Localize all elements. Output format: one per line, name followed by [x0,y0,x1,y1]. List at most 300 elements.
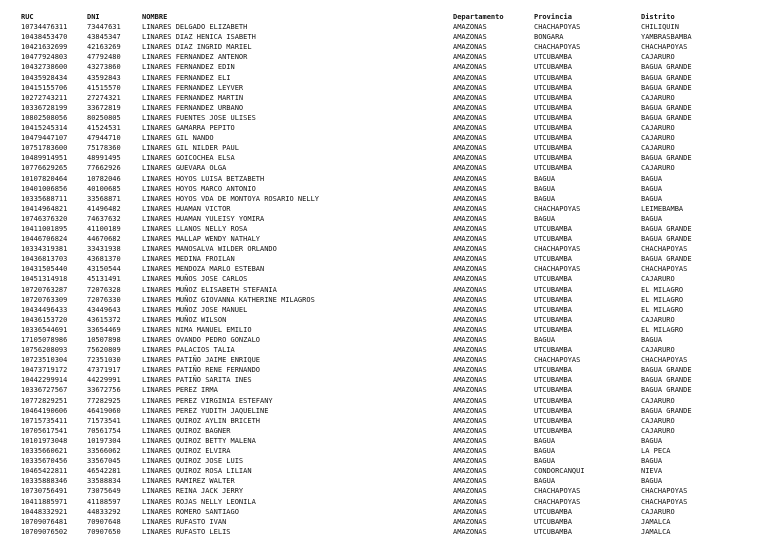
cell-provincia: UTCUBAMBA [534,224,572,233]
cell-provincia: CHACHAPOYAS [534,356,581,365]
cell-ruc: 10802508056 [21,113,68,122]
cell-nombre: LINARES PATIÑO JAIME ENRIQUE [142,356,261,365]
cell-distrito: BAGUA GRANDE [641,224,692,233]
table-row [21,214,768,224]
cell-ruc: 10477924803 [21,53,68,62]
cell-departamento: AMAZONAS [453,366,487,375]
table-row [21,375,768,385]
cell-dni: 41496482 [87,204,121,213]
cell-nombre: LINARES RUFASTO IVAN [142,517,227,526]
cell-provincia: CHACHAPOYAS [534,265,581,274]
table-row [21,456,768,466]
cell-provincia: BAGUA [534,477,556,486]
cell-dni: 43592843 [87,73,121,82]
cell-provincia: CHACHAPOYAS [534,43,581,52]
cell-dni: 41524531 [87,124,121,133]
cell-provincia: BAGUA [534,436,556,445]
cell-provincia: UTCUBAMBA [534,144,572,153]
cell-dni: 80250805 [87,113,121,122]
header-dni: DNI [87,13,100,21]
cell-ruc: 17105078986 [21,336,68,344]
cell-departamento: AMAZONAS [453,184,487,193]
cell-ruc: 10436813703 [21,255,68,264]
cell-ruc: 10335660621 [21,447,68,456]
table-row [21,194,768,204]
cell-ruc: 10107820464 [21,174,68,183]
cell-nombre: LINARES PEREZ VIRGINIA ESTEFANY [142,396,273,405]
cell-departamento: AMAZONAS [453,386,487,395]
cell-departamento: AMAZONAS [453,53,487,62]
cell-departamento: AMAZONAS [453,396,487,405]
cell-distrito: BAGUA GRANDE [641,113,692,122]
cell-provincia: CHACHAPOYAS [534,204,581,213]
cell-departamento: AMAZONAS [453,124,487,133]
cell-departamento: AMAZONAS [453,346,487,355]
cell-departamento: AMAZONAS [453,63,487,72]
cell-provincia: CHACHAPOYAS [534,23,581,32]
cell-ruc: 10336728199 [21,103,68,112]
cell-ruc: 10709076481 [21,517,68,526]
cell-dni: 41515570 [87,83,121,92]
cell-ruc: 10336544691 [21,325,68,334]
cell-distrito: BAGUA GRANDE [641,63,692,72]
cell-ruc: 10734476311 [21,23,68,32]
table-row [21,103,768,113]
table-row [21,52,768,62]
header-distrito: Distrito [641,13,675,21]
cell-nombre: LINARES ROMERO SANTIAGO [142,507,239,516]
table-row [21,254,768,264]
cell-distrito: BAGUA [641,436,663,445]
cell-departamento: AMAZONAS [453,406,487,415]
cell-nombre: LINARES RUFASTO LELIS [142,527,231,536]
cell-nombre: LINARES RAMIREZ WALTER [142,477,235,486]
table-row [21,224,768,234]
cell-provincia: CHACHAPOYAS [534,245,581,254]
cell-provincia: BAGUA [534,336,556,344]
table-row [21,355,768,365]
cell-ruc: 10489914951 [21,154,68,163]
cell-nombre: LINARES FERNANDEZ MARTIN [142,93,244,102]
cell-ruc: 10709076502 [21,527,68,536]
cell-nombre: LINARES MUÑOZ JOSE MANUEL [142,305,248,314]
cell-dni: 33566062 [87,447,121,456]
cell-departamento: AMAZONAS [453,426,487,435]
cell-nombre: LINARES GAMARRA PEPITO [142,124,235,133]
cell-departamento: AMAZONAS [453,285,487,294]
table-row [21,385,768,395]
table-row [21,184,768,194]
cell-distrito: CAJARURO [641,53,675,62]
cell-dni: 44229991 [87,376,121,385]
cell-ruc: 10421632699 [21,43,68,52]
cell-provincia: UTCUBAMBA [534,366,572,375]
cell-ruc: 10756208093 [21,346,68,355]
table-row [21,466,768,476]
table-row [21,335,768,345]
header-departamento: Departamento [453,13,504,21]
cell-ruc: 10334319381 [21,245,68,254]
cell-provincia: BAGUA [534,447,556,456]
cell-distrito: CAJARURO [641,416,675,425]
cell-provincia: UTCUBAMBA [534,285,572,294]
cell-ruc: 10438453470 [21,33,68,42]
cell-provincia: UTCUBAMBA [534,154,572,163]
cell-dni: 75620809 [87,346,121,355]
cell-ruc: 10335670456 [21,457,68,466]
cell-dni: 43681370 [87,255,121,264]
cell-distrito: CHACHAPOYAS [641,497,688,506]
table-row [21,32,768,42]
cell-dni: 46419060 [87,406,121,415]
cell-nombre: LINARES GIL NILDER PAUL [142,144,239,153]
cell-provincia: UTCUBAMBA [534,275,572,284]
cell-provincia: UTCUBAMBA [534,507,572,516]
table-row [21,264,768,274]
cell-nombre: LINARES PATIÑO RENE FERNANDO [142,366,261,375]
table-row [21,426,768,436]
cell-ruc: 10720763287 [21,285,68,294]
table-row [21,345,768,355]
cell-nombre: LINARES FERNANDEZ URBANO [142,103,244,112]
cell-dni: 42163269 [87,43,121,52]
cell-distrito: YAMBRASBAMBA [641,33,692,42]
cell-provincia: CHACHAPOYAS [534,497,581,506]
cell-distrito: JAMALCA [641,517,671,526]
cell-ruc: 10705617541 [21,426,68,435]
cell-dni: 72351030 [87,356,121,365]
cell-departamento: AMAZONAS [453,295,487,304]
cell-nombre: LINARES FERNANDEZ ANTENOR [142,53,248,62]
table-row [21,234,768,244]
cell-dni: 41100189 [87,224,121,233]
cell-dni: 41188597 [87,497,121,506]
table-row [21,416,768,426]
cell-ruc: 10415155706 [21,83,68,92]
cell-distrito: CAJARURO [641,164,675,173]
cell-provincia: UTCUBAMBA [534,134,572,143]
cell-provincia: UTCUBAMBA [534,325,572,334]
cell-provincia: UTCUBAMBA [534,73,572,82]
cell-ruc: 10335888346 [21,477,68,486]
cell-distrito: BAGUA [641,214,663,223]
cell-provincia: UTCUBAMBA [534,63,572,72]
cell-provincia: UTCUBAMBA [534,416,572,425]
cell-dni: 33568871 [87,194,121,203]
cell-departamento: AMAZONAS [453,134,487,143]
cell-provincia: UTCUBAMBA [534,53,572,62]
table-row [21,73,768,83]
cell-nombre: LINARES LLANOS NELLY ROSA [142,224,248,233]
cell-ruc: 10432738600 [21,63,68,72]
cell-provincia: UTCUBAMBA [534,124,572,133]
cell-departamento: AMAZONAS [453,73,487,82]
cell-provincia: UTCUBAMBA [534,406,572,415]
cell-nombre: LINARES HOYOS MARCO ANTONIO [142,184,256,193]
cell-nombre: LINARES QUIROZ AYLIN BRICETH [142,416,261,425]
cell-distrito: BAGUA [641,336,663,344]
cell-distrito: CAJARURO [641,346,675,355]
cell-dni: 33431938 [87,245,121,254]
table-row [21,143,768,153]
cell-departamento: AMAZONAS [453,275,487,284]
cell-ruc: 10730756491 [21,487,68,496]
cell-ruc: 10101973048 [21,436,68,445]
cell-nombre: LINARES MALLAP WENDY NATHALY [142,235,261,244]
cell-distrito: CHILIQUIN [641,23,679,32]
cell-distrito: BAGUA [641,174,663,183]
table-row [21,325,768,335]
cell-dni: 48991495 [87,154,121,163]
cell-ruc: 10746376320 [21,214,68,223]
cell-nombre: LINARES HOYOS VDA DE MONTOYA ROSARIO NELLY [142,194,320,203]
cell-departamento: AMAZONAS [453,23,487,32]
cell-dni: 44833292 [87,507,121,516]
cell-nombre: LINARES DELGADO ELIZABETH [142,23,248,32]
cell-distrito: CHACHAPOYAS [641,245,688,254]
cell-provincia: UTCUBAMBA [534,315,572,324]
cell-provincia: CONDORCANQUI [534,467,585,476]
cell-provincia: UTCUBAMBA [534,305,572,314]
cell-distrito: BAGUA GRANDE [641,366,692,375]
cell-dni: 46542281 [87,467,121,476]
cell-provincia: BAGUA [534,174,556,183]
cell-dni: 43273860 [87,63,121,72]
cell-ruc: 10435928434 [21,73,68,82]
cell-departamento: AMAZONAS [453,265,487,274]
table-row [21,174,768,184]
cell-provincia: UTCUBAMBA [534,235,572,244]
cell-nombre: LINARES HUAMAN YULEISY YOMIRA [142,214,265,223]
cell-ruc: 10335688711 [21,194,68,203]
cell-provincia: BAGUA [534,184,556,193]
cell-provincia: UTCUBAMBA [534,103,572,112]
header-nombre: NOMBRE [142,13,168,21]
cell-dni: 77282925 [87,396,121,405]
table-row [21,62,768,72]
table-row [21,295,768,305]
cell-departamento: AMAZONAS [453,113,487,122]
cell-distrito: CAJARURO [641,507,675,516]
cell-provincia: UTCUBAMBA [534,255,572,264]
cell-ruc: 10465422811 [21,467,68,476]
cell-ruc: 10772829251 [21,396,68,405]
cell-distrito: JAMALCA [641,527,671,536]
cell-dni: 73447631 [87,23,121,32]
cell-distrito: BAGUA GRANDE [641,83,692,92]
cell-departamento: AMAZONAS [453,154,487,163]
cell-provincia: UTCUBAMBA [534,396,572,405]
table-row [21,113,768,123]
header-provincia: Provincia [534,13,572,21]
cell-dni: 47792480 [87,53,121,62]
cell-provincia: BAGUA [534,457,556,466]
cell-departamento: AMAZONAS [453,517,487,526]
cell-distrito: CHACHAPOYAS [641,265,688,274]
cell-distrito: EL MILAGRO [641,295,684,304]
cell-departamento: AMAZONAS [453,477,487,486]
cell-nombre: LINARES QUIROZ ELVIRA [142,447,231,456]
cell-distrito: EL MILAGRO [641,305,684,314]
cell-distrito: CHACHAPOYAS [641,356,688,365]
cell-dni: 33567045 [87,457,121,466]
cell-dni: 27274321 [87,93,121,102]
cell-distrito: BAGUA GRANDE [641,154,692,163]
cell-dni: 72076328 [87,285,121,294]
cell-departamento: AMAZONAS [453,164,487,173]
cell-nombre: LINARES FERNANDEZ LEYVER [142,83,244,92]
table-row [21,446,768,456]
table-row [21,315,768,325]
cell-ruc: 10411001895 [21,224,68,233]
cell-dni: 10507898 [87,336,121,344]
cell-departamento: AMAZONAS [453,497,487,506]
cell-departamento: AMAZONAS [453,83,487,92]
table-row [21,406,768,416]
cell-departamento: AMAZONAS [453,43,487,52]
cell-ruc: 10776629265 [21,164,68,173]
table-row [21,396,768,406]
cell-nombre: LINARES OVANDO PEDRO GONZALO [142,336,261,344]
cell-dni: 71573541 [87,416,121,425]
cell-nombre: LINARES PATIÑO SARITA INES [142,376,252,385]
cell-dni: 74637632 [87,214,121,223]
cell-ruc: 10446706824 [21,235,68,244]
cell-nombre: LINARES MEDINA FROILAN [142,255,235,264]
table-body [21,22,768,537]
cell-nombre: LINARES FERNANDEZ EDIN [142,63,235,72]
cell-nombre: LINARES GUEVARA OLGA [142,164,227,173]
cell-ruc: 10411885971 [21,497,68,506]
cell-distrito: LA PECA [641,447,671,456]
cell-nombre: LINARES GIL NANDO [142,134,214,143]
cell-nombre: LINARES MUÑOZ GIOVANNA KATHERINE MILAGROS [142,295,315,304]
cell-dni: 72076330 [87,295,121,304]
cell-nombre: LINARES PEREZ IRMA [142,386,218,395]
table-row [21,204,768,214]
cell-departamento: AMAZONAS [453,436,487,445]
cell-dni: 33672819 [87,103,121,112]
cell-ruc: 10451314918 [21,275,68,284]
cell-provincia: BONGARA [534,33,564,42]
cell-nombre: LINARES GOICOCHEA ELSA [142,154,235,163]
cell-distrito: BAGUA [641,457,663,466]
cell-nombre: LINARES MENDOZA MARLO ESTEBAN [142,265,265,274]
cell-departamento: AMAZONAS [453,305,487,314]
cell-departamento: AMAZONAS [453,103,487,112]
cell-dni: 43150544 [87,265,121,274]
table-row [21,274,768,284]
table-row [21,365,768,375]
table-row [21,517,768,527]
cell-nombre: LINARES REINA JACK JERRY [142,487,244,496]
table-row [21,285,768,295]
table-row [21,163,768,173]
cell-nombre: LINARES HOYOS LUISA BETZABETH [142,174,265,183]
cell-dni: 75178360 [87,144,121,153]
cell-departamento: AMAZONAS [453,447,487,456]
cell-dni: 43449643 [87,305,121,314]
cell-provincia: UTCUBAMBA [534,93,572,102]
cell-dni: 10197304 [87,436,121,445]
cell-distrito: CHACHAPOYAS [641,487,688,496]
cell-provincia: UTCUBAMBA [534,346,572,355]
cell-dni: 47371917 [87,366,121,375]
cell-ruc: 10448332921 [21,507,68,516]
cell-ruc: 10751783600 [21,144,68,153]
cell-ruc: 10723510304 [21,356,68,365]
cell-distrito: BAGUA GRANDE [641,255,692,264]
cell-distrito: BAGUA GRANDE [641,386,692,395]
cell-distrito: CAJARURO [641,144,675,153]
cell-nombre: LINARES PALACIOS TALIA [142,346,235,355]
cell-provincia: UTCUBAMBA [534,295,572,304]
cell-departamento: AMAZONAS [453,33,487,42]
cell-dni: 70907650 [87,527,121,536]
cell-dni: 10782046 [87,174,121,183]
table-row [21,476,768,486]
cell-dni: 77662926 [87,164,121,173]
cell-departamento: AMAZONAS [453,416,487,425]
cell-dni: 33654469 [87,325,121,334]
cell-provincia: BAGUA [534,214,556,223]
cell-nombre: LINARES HUAMAN VICTOR [142,204,231,213]
table-row [21,244,768,254]
cell-ruc: 10715735411 [21,416,68,425]
cell-departamento: AMAZONAS [453,315,487,324]
cell-dni: 44670682 [87,235,121,244]
cell-nombre: LINARES QUIROZ ROSA LILIAN [142,467,252,476]
cell-nombre: LINARES MANOSALVA WILDER ORLANDO [142,245,277,254]
cell-distrito: CAJARURO [641,396,675,405]
cell-nombre: LINARES FUENTES JOSE ULISES [142,113,256,122]
cell-distrito: EL MILAGRO [641,285,684,294]
cell-nombre: LINARES DIAZ INGRID MARIEL [142,43,252,52]
cell-departamento: AMAZONAS [453,457,487,466]
table-row [21,123,768,133]
cell-dni: 43615372 [87,315,121,324]
cell-nombre: LINARES ROJAS NELLY LEONILA [142,497,256,506]
cell-nombre: LINARES PEREZ YUDITH JAQUELINE [142,406,269,415]
cell-distrito: BAGUA GRANDE [641,235,692,244]
cell-ruc: 10442299914 [21,376,68,385]
cell-provincia: UTCUBAMBA [534,113,572,122]
cell-departamento: AMAZONAS [453,214,487,223]
cell-ruc: 10473719172 [21,366,68,375]
cell-provincia: UTCUBAMBA [534,83,572,92]
cell-distrito: BAGUA GRANDE [641,376,692,385]
table-row [21,507,768,517]
table-row [21,497,768,507]
cell-departamento: AMAZONAS [453,144,487,153]
cell-distrito: BAGUA GRANDE [641,406,692,415]
cell-distrito: NIEVA [641,467,663,476]
cell-distrito: CAJARURO [641,134,675,143]
table-row [21,486,768,496]
cell-departamento: AMAZONAS [453,245,487,254]
table-row [21,153,768,163]
table-header [21,12,768,22]
cell-distrito: CAJARURO [641,93,675,102]
table-row [21,93,768,103]
cell-departamento: AMAZONAS [453,204,487,213]
cell-dni: 43845347 [87,33,121,42]
header-ruc: RUC [21,13,34,21]
cell-dni: 40100685 [87,184,121,193]
cell-provincia: UTCUBAMBA [534,376,572,385]
cell-ruc: 10431505440 [21,265,68,274]
cell-distrito: BAGUA GRANDE [641,103,692,112]
